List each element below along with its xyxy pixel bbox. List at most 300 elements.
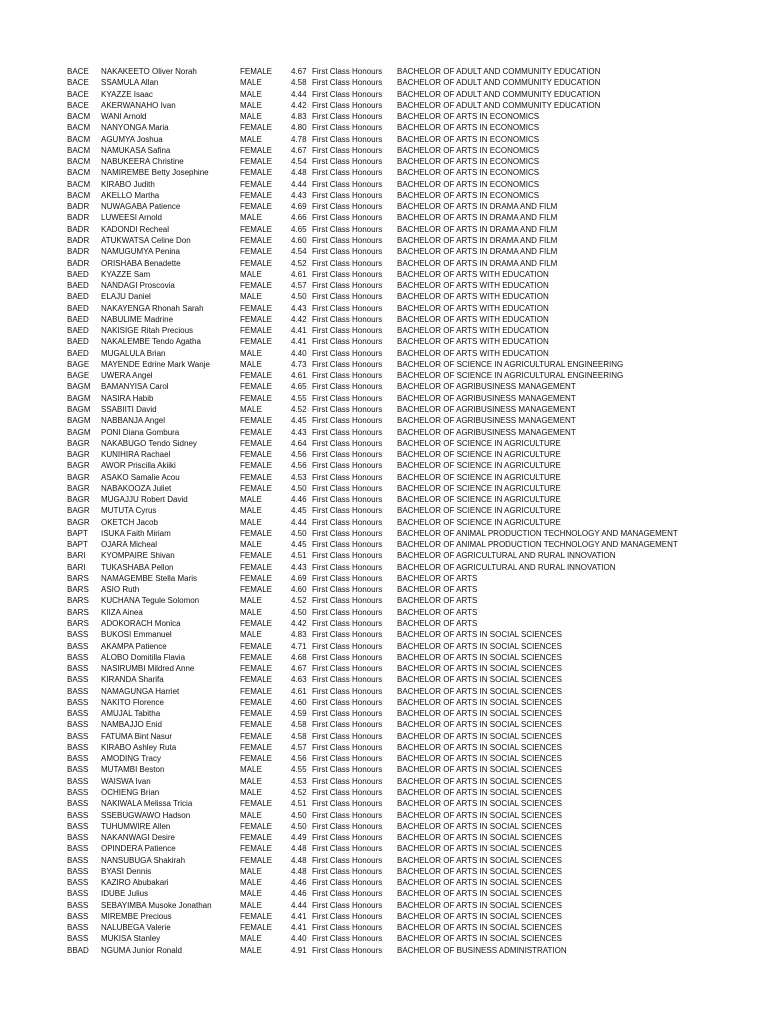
degree-class: First Class Honours — [312, 348, 383, 358]
cgpa: 4.69 — [291, 573, 307, 583]
degree-class: First Class Honours — [312, 923, 383, 933]
gender: MALE — [240, 78, 262, 88]
list-item — [67, 269, 757, 280]
programme-code: BASS — [67, 833, 89, 843]
list-item — [67, 122, 757, 133]
list-item — [67, 663, 757, 674]
gender: FEMALE — [240, 179, 273, 189]
student-name: UWERA Angel — [101, 371, 153, 381]
programme-name: BACHELOR OF ARTS IN ECONOMICS — [397, 157, 540, 167]
programme-name: BACHELOR OF ARTS WITH EDUCATION — [397, 348, 549, 358]
student-name: NABBANJA Angel — [101, 416, 166, 426]
gender: FEMALE — [240, 911, 273, 921]
student-name: NUWAGABA Patience — [101, 202, 181, 212]
list-item — [67, 167, 757, 178]
programme-name: BACHELOR OF ARTS IN SOCIAL SCIENCES — [397, 866, 562, 876]
gender: MALE — [240, 100, 262, 110]
programme-name: BACHELOR OF ARTS IN SOCIAL SCIENCES — [397, 742, 562, 752]
cgpa: 4.46 — [291, 889, 307, 899]
list-item — [67, 415, 757, 426]
cgpa: 4.61 — [291, 371, 307, 381]
degree-class: First Class Honours — [312, 573, 383, 583]
student-name: OKETCH Jacob — [101, 517, 158, 527]
programme-code: BASS — [67, 844, 89, 854]
programme-name: BACHELOR OF ARTS IN SOCIAL SCIENCES — [397, 855, 562, 865]
cgpa: 4.48 — [291, 866, 307, 876]
programme-code: BASS — [67, 765, 89, 775]
programme-name: BACHELOR OF ARTS — [397, 573, 478, 583]
student-name: NAKAKEETO Oliver Norah — [101, 67, 197, 76]
degree-class: First Class Honours — [312, 607, 383, 617]
cgpa: 4.49 — [291, 833, 307, 843]
cgpa: 4.67 — [291, 664, 307, 674]
student-name: SSEBUGWAWO Hadson — [101, 810, 191, 820]
list-item — [67, 764, 757, 775]
gender: FEMALE — [240, 664, 273, 674]
cgpa: 4.65 — [291, 224, 307, 234]
cgpa: 4.51 — [291, 799, 307, 809]
list-item — [67, 855, 757, 866]
list-item — [67, 505, 757, 516]
student-name: SEBAYIMBA Musoke Jonathan — [101, 900, 212, 910]
gender: MALE — [240, 112, 262, 122]
programme-code: BARS — [67, 619, 89, 629]
student-name: AKAMPA Patience — [101, 641, 167, 651]
list-item — [67, 629, 757, 640]
list-item — [67, 618, 757, 629]
list-item — [67, 370, 757, 381]
gender: MALE — [240, 630, 262, 640]
programme-name: BACHELOR OF ARTS IN SOCIAL SCIENCES — [397, 630, 562, 640]
programme-code: BASS — [67, 799, 89, 809]
student-name: OJARA Micheal — [101, 540, 158, 550]
degree-class: First Class Honours — [312, 799, 383, 809]
list-item — [67, 731, 757, 742]
programme-code: BASS — [67, 652, 89, 662]
cgpa: 4.66 — [291, 213, 307, 223]
degree-class: First Class Honours — [312, 742, 383, 752]
programme-code: BAED — [67, 314, 89, 324]
programme-code: BADR — [67, 247, 90, 257]
cgpa: 4.46 — [291, 495, 307, 505]
programme-name: BACHELOR OF ARTS IN ECONOMICS — [397, 168, 540, 178]
degree-class: First Class Honours — [312, 495, 383, 505]
programme-name: BACHELOR OF SCIENCE IN AGRICULTURE — [397, 517, 561, 527]
programme-code: BAPT — [67, 540, 88, 550]
student-name: MUGAJJU Robert David — [101, 495, 188, 505]
cgpa: 4.83 — [291, 630, 307, 640]
cgpa: 4.48 — [291, 855, 307, 865]
list-item — [67, 573, 757, 584]
list-item — [67, 258, 757, 269]
cgpa: 4.61 — [291, 686, 307, 696]
cgpa: 4.58 — [291, 731, 307, 741]
student-name: NAMAGUNGA Harriet — [101, 686, 180, 696]
list-item — [67, 359, 757, 370]
gender: MALE — [240, 269, 262, 279]
degree-class: First Class Honours — [312, 404, 383, 414]
programme-name: BACHELOR OF SCIENCE IN AGRICULTURE — [397, 495, 561, 505]
programme-code: BAGR — [67, 450, 90, 460]
programme-name: BACHELOR OF ARTS IN SOCIAL SCIENCES — [397, 934, 562, 944]
degree-class: First Class Honours — [312, 652, 383, 662]
degree-class: First Class Honours — [312, 889, 383, 899]
list-item — [67, 584, 757, 595]
programme-code: BACM — [67, 123, 91, 133]
programme-name: BACHELOR OF SCIENCE IN AGRICULTURAL ENGINEERING — [397, 359, 624, 369]
gender: FEMALE — [240, 686, 273, 696]
list-item — [67, 393, 757, 404]
gender: FEMALE — [240, 709, 273, 719]
programme-code: BAGE — [67, 359, 90, 369]
list-item — [67, 888, 757, 899]
degree-class: First Class Honours — [312, 866, 383, 876]
cgpa: 4.43 — [291, 562, 307, 572]
programme-code: BARS — [67, 585, 89, 595]
degree-class: First Class Honours — [312, 911, 383, 921]
degree-class: First Class Honours — [312, 258, 383, 268]
gender: MALE — [240, 359, 262, 369]
degree-class: First Class Honours — [312, 89, 383, 99]
programme-name: BACHELOR OF ARTS IN ECONOMICS — [397, 123, 540, 133]
cgpa: 4.52 — [291, 404, 307, 414]
programme-code: BASS — [67, 923, 89, 933]
gender: FEMALE — [240, 619, 273, 629]
gender: MALE — [240, 596, 262, 606]
cgpa: 4.50 — [291, 292, 307, 302]
programme-code: BACM — [67, 145, 91, 155]
list-item — [67, 528, 757, 539]
student-name: NABUKEERA Christine — [101, 157, 184, 167]
list-item — [67, 179, 757, 190]
list-item — [67, 798, 757, 809]
gender: FEMALE — [240, 450, 273, 460]
programme-code: BAGM — [67, 382, 91, 392]
programme-code: BAGR — [67, 438, 90, 448]
cgpa: 4.54 — [291, 247, 307, 257]
programme-code: BAED — [67, 348, 89, 358]
programme-name: BACHELOR OF ARTS WITH EDUCATION — [397, 314, 549, 324]
student-name: OPINDERA Patience — [101, 844, 176, 854]
cgpa: 4.48 — [291, 844, 307, 854]
programme-code: BASS — [67, 866, 89, 876]
programme-name: BACHELOR OF ARTS IN SOCIAL SCIENCES — [397, 664, 562, 674]
programme-name: BACHELOR OF AGRIBUSINESS MANAGEMENT — [397, 416, 576, 426]
degree-class: First Class Honours — [312, 359, 383, 369]
student-name: NASIRUMBI Mildred Anne — [101, 664, 195, 674]
list-item — [67, 686, 757, 697]
programme-code: BAGR — [67, 517, 90, 527]
student-name: ADOKORACH Monica — [101, 619, 181, 629]
programme-name: BACHELOR OF SCIENCE IN AGRICULTURE — [397, 506, 561, 516]
list-item — [67, 877, 757, 888]
degree-class: First Class Honours — [312, 78, 383, 88]
student-name: NAKABUGO Tendo Sidney — [101, 438, 197, 448]
programme-code: BAED — [67, 292, 89, 302]
programme-name: BACHELOR OF ARTS IN SOCIAL SCIENCES — [397, 923, 562, 933]
cgpa: 4.58 — [291, 720, 307, 730]
list-item — [67, 911, 757, 922]
programme-name: BACHELOR OF ARTS IN SOCIAL SCIENCES — [397, 821, 562, 831]
student-name: NAKISIGE Ritah Precious — [101, 326, 194, 336]
programme-code: BAED — [67, 326, 89, 336]
programme-name: BACHELOR OF AGRICULTURAL AND RURAL INNOVATION — [397, 562, 616, 572]
student-name: AWOR Priscilla Akiiki — [101, 461, 176, 471]
list-item — [67, 246, 757, 257]
list-item — [67, 325, 757, 336]
cgpa: 4.50 — [291, 810, 307, 820]
gender: FEMALE — [240, 472, 273, 482]
programme-name: BACHELOR OF ARTS IN DRAMA AND FILM — [397, 235, 558, 245]
list-item — [67, 303, 757, 314]
degree-class: First Class Honours — [312, 303, 383, 313]
programme-code: BASS — [67, 776, 89, 786]
programme-code: BARS — [67, 596, 89, 606]
degree-class: First Class Honours — [312, 754, 383, 764]
gender: FEMALE — [240, 641, 273, 651]
programme-code: BACE — [67, 67, 89, 76]
list-item — [67, 517, 757, 528]
student-name: KIRABO Judith — [101, 179, 155, 189]
programme-name: BACHELOR OF ARTS IN DRAMA AND FILM — [397, 247, 558, 257]
programme-code: BAGE — [67, 371, 90, 381]
cgpa: 4.61 — [291, 269, 307, 279]
gender: MALE — [240, 900, 262, 910]
gender: FEMALE — [240, 821, 273, 831]
student-name: ELAJU Daniel — [101, 292, 151, 302]
list-item — [67, 832, 757, 843]
degree-class: First Class Honours — [312, 202, 383, 212]
programme-name: BACHELOR OF ADULT AND COMMUNITY EDUCATION — [397, 100, 601, 110]
student-name: OCHIENG Brian — [101, 788, 160, 797]
student-name: BYASI Dennis — [101, 866, 152, 876]
list-item — [67, 449, 757, 460]
student-name: MIREMBE Precious — [101, 911, 172, 921]
list-item — [67, 562, 757, 573]
cgpa: 4.55 — [291, 765, 307, 775]
gender: MALE — [240, 517, 262, 527]
programme-code: BAED — [67, 281, 89, 291]
degree-class: First Class Honours — [312, 810, 383, 820]
programme-code: BARI — [67, 562, 86, 572]
list-item — [67, 404, 757, 415]
student-name: MUKISA Stanley — [101, 934, 161, 944]
programme-name: BACHELOR OF AGRIBUSINESS MANAGEMENT — [397, 427, 576, 437]
degree-class: First Class Honours — [312, 855, 383, 865]
list-item — [67, 641, 757, 652]
list-item — [67, 595, 757, 606]
list-item — [67, 77, 757, 88]
programme-code: BASS — [67, 641, 89, 651]
student-name: NAMUKASA Safina — [101, 145, 171, 155]
degree-class: First Class Honours — [312, 731, 383, 741]
programme-name: BACHELOR OF ARTS WITH EDUCATION — [397, 292, 549, 302]
gender: MALE — [240, 89, 262, 99]
gender: FEMALE — [240, 190, 273, 200]
programme-code: BBAD — [67, 945, 89, 955]
programme-name: BACHELOR OF ARTS — [397, 585, 478, 595]
student-name: NAKAYENGA Rhonah Sarah — [101, 303, 204, 313]
list-item — [67, 438, 757, 449]
cgpa: 4.43 — [291, 427, 307, 437]
programme-name: BACHELOR OF ARTS IN SOCIAL SCIENCES — [397, 799, 562, 809]
student-name: MUGALULA Brian — [101, 348, 166, 358]
programme-name: BACHELOR OF AGRIBUSINESS MANAGEMENT — [397, 393, 576, 403]
programme-name: BACHELOR OF ARTS IN DRAMA AND FILM — [397, 224, 558, 234]
degree-class: First Class Honours — [312, 878, 383, 888]
gender: FEMALE — [240, 923, 273, 933]
list-item — [67, 753, 757, 764]
programme-code: BASS — [67, 630, 89, 640]
list-item — [67, 134, 757, 145]
degree-class: First Class Honours — [312, 517, 383, 527]
degree-class: First Class Honours — [312, 630, 383, 640]
gender: MALE — [240, 607, 262, 617]
gender: FEMALE — [240, 145, 273, 155]
programme-code: BACM — [67, 168, 91, 178]
programme-code: BAGR — [67, 506, 90, 516]
degree-class: First Class Honours — [312, 179, 383, 189]
gender: MALE — [240, 404, 262, 414]
list-item — [67, 742, 757, 753]
programme-code: BASS — [67, 664, 89, 674]
gender: FEMALE — [240, 742, 273, 752]
student-name: TUKASHABA Pellon — [101, 562, 174, 572]
student-name: BUKOSI Emmanuel — [101, 630, 172, 640]
student-name: ORISHABA Benadette — [101, 258, 181, 268]
student-name: NASIRA Habib — [101, 393, 154, 403]
cgpa: 4.65 — [291, 382, 307, 392]
student-name: ALOBO Domitilla Flavia — [101, 652, 186, 662]
cgpa: 4.52 — [291, 596, 307, 606]
programme-code: BACM — [67, 134, 91, 144]
gender: FEMALE — [240, 720, 273, 730]
programme-code: BACE — [67, 78, 89, 88]
programme-code: BACM — [67, 157, 91, 167]
cgpa: 4.71 — [291, 641, 307, 651]
programme-name: BACHELOR OF ARTS WITH EDUCATION — [397, 281, 549, 291]
list-item — [67, 291, 757, 302]
programme-name: BACHELOR OF ARTS IN DRAMA AND FILM — [397, 213, 558, 223]
programme-name: BACHELOR OF ARTS IN ECONOMICS — [397, 112, 540, 122]
student-name: KUNIHIRA Rachael — [101, 450, 171, 460]
student-name: KUCHANA Tegule Solomon — [101, 596, 200, 606]
list-item — [67, 280, 757, 291]
list-item — [67, 111, 757, 122]
programme-code: BACM — [67, 179, 91, 189]
programme-code: BARS — [67, 607, 89, 617]
programme-name: BACHELOR OF ARTS WITH EDUCATION — [397, 303, 549, 313]
list-item — [67, 156, 757, 167]
gender: FEMALE — [240, 438, 273, 448]
programme-name: BACHELOR OF SCIENCE IN AGRICULTURE — [397, 483, 561, 493]
programme-code: BAGM — [67, 404, 91, 414]
programme-code: BASS — [67, 821, 89, 831]
programme-name: BACHELOR OF ADULT AND COMMUNITY EDUCATION — [397, 89, 601, 99]
programme-name: BACHELOR OF SCIENCE IN AGRICULTURE — [397, 438, 561, 448]
degree-class: First Class Honours — [312, 168, 383, 178]
cgpa: 4.51 — [291, 551, 307, 561]
degree-class: First Class Honours — [312, 821, 383, 831]
gender: FEMALE — [240, 731, 273, 741]
cgpa: 4.60 — [291, 697, 307, 707]
programme-code: BASS — [67, 742, 89, 752]
list-item — [67, 866, 757, 877]
programme-name: BACHELOR OF ARTS IN SOCIAL SCIENCES — [397, 652, 562, 662]
gender: FEMALE — [240, 697, 273, 707]
student-name: ISUKA Faith Miriam — [101, 528, 171, 538]
gender: FEMALE — [240, 799, 273, 809]
student-name: NANDAGI Proscovia — [101, 281, 175, 291]
cgpa: 4.41 — [291, 326, 307, 336]
programme-name: BACHELOR OF ARTS IN ECONOMICS — [397, 179, 540, 189]
degree-class: First Class Honours — [312, 506, 383, 516]
cgpa: 4.57 — [291, 742, 307, 752]
degree-class: First Class Honours — [312, 720, 383, 730]
gender: MALE — [240, 889, 262, 899]
gender: FEMALE — [240, 326, 273, 336]
student-name: WANI Arnold — [101, 112, 147, 122]
list-item — [67, 697, 757, 708]
student-name: NAMAGEMBE Stella Maris — [101, 573, 198, 583]
student-name: AKERWANAHO Ivan — [101, 100, 176, 110]
student-name: IDUBE Julius — [101, 889, 149, 899]
cgpa: 4.68 — [291, 652, 307, 662]
list-item — [67, 843, 757, 854]
list-item — [67, 708, 757, 719]
programme-name: BACHELOR OF ARTS — [397, 596, 478, 606]
cgpa: 4.50 — [291, 528, 307, 538]
degree-class: First Class Honours — [312, 112, 383, 122]
degree-class: First Class Honours — [312, 664, 383, 674]
cgpa: 4.41 — [291, 923, 307, 933]
programme-name: BACHELOR OF ARTS IN SOCIAL SCIENCES — [397, 911, 562, 921]
list-item — [67, 190, 757, 201]
cgpa: 4.44 — [291, 89, 307, 99]
degree-class: First Class Honours — [312, 641, 383, 651]
cgpa: 4.83 — [291, 112, 307, 122]
programme-name: BACHELOR OF ARTS WITH EDUCATION — [397, 326, 549, 336]
degree-class: First Class Honours — [312, 123, 383, 133]
cgpa: 4.45 — [291, 416, 307, 426]
programme-code: BASS — [67, 686, 89, 696]
gender: FEMALE — [240, 314, 273, 324]
student-name: TUHUMWIRE Allen — [101, 821, 171, 831]
programme-name: BACHELOR OF ARTS WITH EDUCATION — [397, 337, 549, 347]
cgpa: 4.67 — [291, 145, 307, 155]
list-item — [67, 336, 757, 347]
list-item — [67, 787, 757, 798]
list-item — [67, 145, 757, 156]
gender: FEMALE — [240, 393, 273, 403]
degree-class: First Class Honours — [312, 776, 383, 786]
student-name: SSAMULA Allan — [101, 78, 159, 88]
list-item — [67, 427, 757, 438]
programme-code: BAED — [67, 269, 89, 279]
degree-class: First Class Honours — [312, 134, 383, 144]
student-name: BAMANYISA Carol — [101, 382, 169, 392]
programme-name: BACHELOR OF ARTS IN DRAMA AND FILM — [397, 258, 558, 268]
gender: FEMALE — [240, 855, 273, 865]
gender: FEMALE — [240, 281, 273, 291]
cgpa: 4.45 — [291, 506, 307, 516]
programme-name: BACHELOR OF SCIENCE IN AGRICULTURE — [397, 461, 561, 471]
cgpa: 4.60 — [291, 235, 307, 245]
programme-code: BASS — [67, 878, 89, 888]
gender: MALE — [240, 540, 262, 550]
gender: FEMALE — [240, 202, 273, 212]
list-item — [67, 607, 757, 618]
